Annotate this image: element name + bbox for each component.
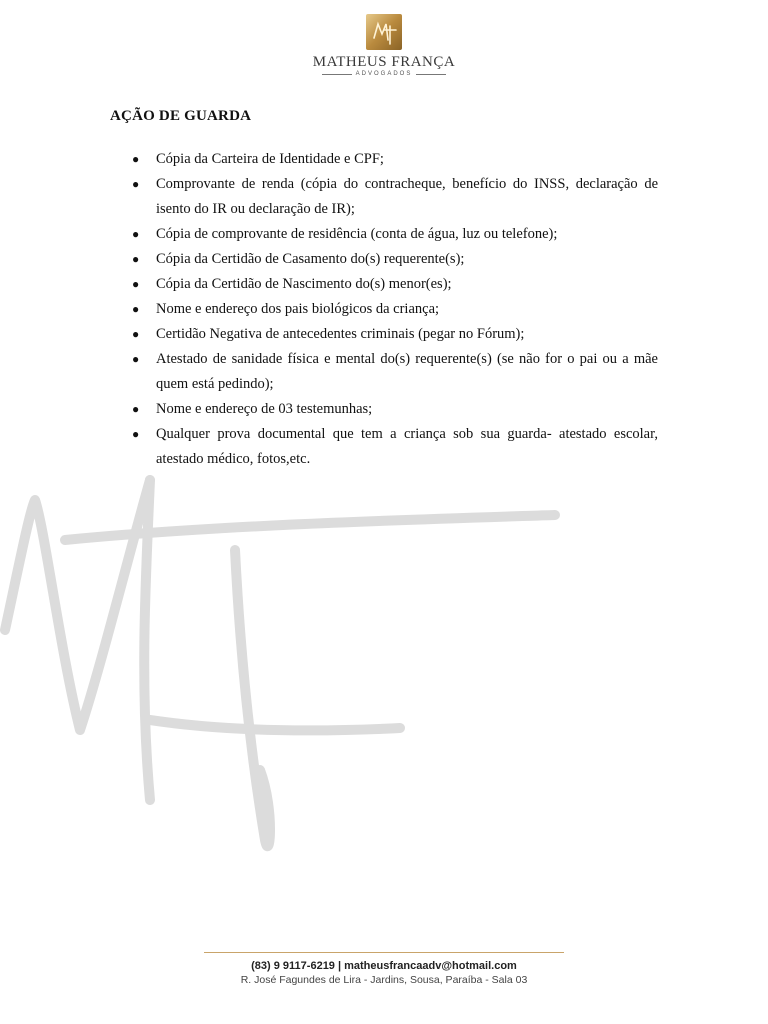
bullet-icon: ●	[132, 402, 140, 416]
firm-name: MATHEUS FRANÇA	[312, 54, 456, 70]
mf-watermark-graphic	[0, 470, 600, 890]
list-item-text: Cópia de comprovante de residência (conta de água, luz ou telefone);	[156, 226, 558, 242]
list-item	[110, 397, 658, 422]
list-item	[110, 322, 658, 347]
divider	[322, 74, 352, 75]
footer-contact: (83) 9 9117-6219 | matheusfrancaadv@hotmail.com	[251, 960, 517, 972]
firm-subtitle: ADVOGADOS	[355, 71, 413, 77]
list-item	[110, 347, 658, 397]
list-item-text: Cópia da Certidão de Nascimento do(s) menor(es);	[156, 276, 452, 292]
bullet-icon: ●	[132, 227, 140, 241]
list-item	[110, 222, 658, 247]
list-item-text: Comprovante de renda (cópia do contracheque, benefício do INSS, declaração de isento do IR ou declaração de IR);	[156, 176, 658, 217]
list-item-text: Nome e endereço de 03 testemunhas;	[156, 401, 373, 417]
list-item	[110, 247, 658, 272]
letterhead	[0, 14, 768, 78]
divider	[416, 74, 446, 75]
document-title: AÇÃO DE GUARDA	[110, 108, 252, 124]
bullet-icon: ●	[132, 427, 140, 441]
bullet-icon: ●	[132, 152, 140, 166]
list-item	[110, 297, 658, 322]
footer-address: R. José Fagundes de Lira - Jardins, Sousa, Paraíba - Sala 03	[240, 974, 528, 986]
firm-subtitle-row	[0, 70, 768, 78]
list-item-text: Cópia da Carteira de Identidade e CPF;	[156, 151, 384, 167]
document-body	[110, 108, 658, 472]
list-item	[110, 272, 658, 297]
requirements-list	[110, 147, 658, 472]
bullet-icon: ●	[132, 277, 140, 291]
list-item-text: Cópia da Certidão de Casamento do(s) requerente(s);	[156, 251, 465, 267]
bullet-icon: ●	[132, 177, 140, 191]
list-item-text: Nome e endereço dos pais biológicos da criança;	[156, 301, 440, 317]
bullet-icon: ●	[132, 252, 140, 266]
list-item-text: Qualquer prova documental que tem a criança sob sua guarda- atestado escolar, atestado médico, fotos,etc.	[156, 426, 658, 467]
footer	[0, 952, 768, 987]
list-item-text: Atestado de sanidade física e mental do(s) requerente(s) (se não for o pai ou a mãe quem está pedindo);	[156, 351, 658, 392]
list-item	[110, 422, 658, 472]
bullet-icon: ●	[132, 327, 140, 341]
list-item	[110, 172, 658, 222]
list-item-text: Certidão Negativa de antecedentes criminais (pegar no Fórum);	[156, 326, 525, 342]
bullet-icon: ●	[132, 302, 140, 316]
footer-divider	[204, 952, 564, 953]
list-item	[110, 147, 658, 172]
mf-monogram-logo-icon	[366, 14, 402, 50]
bullet-icon: ●	[132, 352, 140, 366]
